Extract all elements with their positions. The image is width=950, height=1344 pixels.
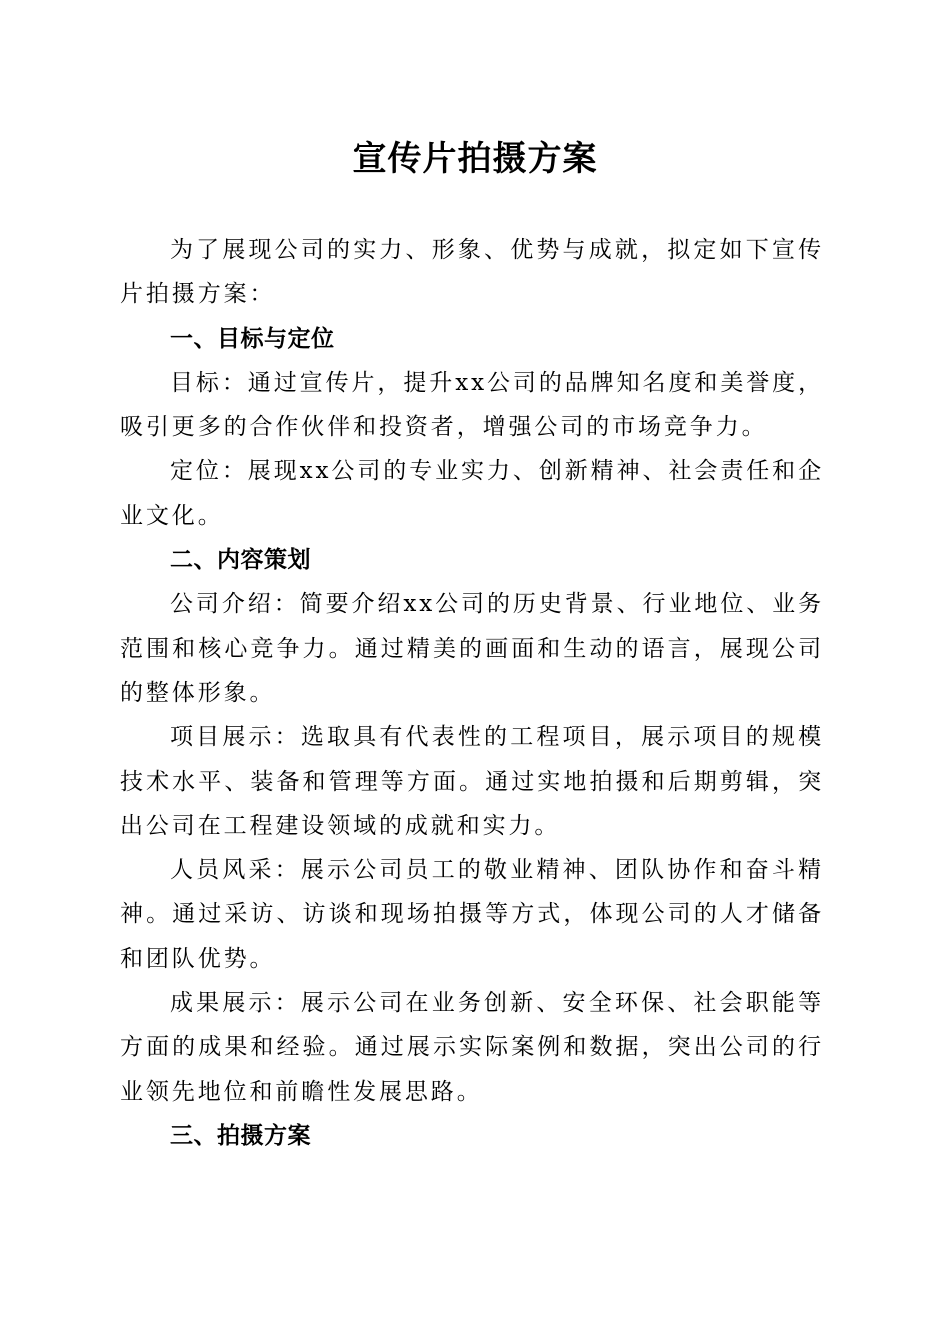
paragraph-goal: 目标：通过宣传片，提升xx公司的品牌知名度和美誉度，吸引更多的合作伙伴和投资者，增强公司的市场竞争力。 — [120, 369, 824, 441]
document-body — [120, 228, 824, 1158]
intro-paragraph: 为了展现公司的实力、形象、优势与成就，拟定如下宣传片拍摄方案： — [120, 237, 824, 308]
paragraph-positioning: 定位：展现xx公司的专业实力、创新精神、社会责任和企业文化。 — [120, 458, 824, 529]
page-title: 宣传片拍摄方案 — [352, 139, 598, 179]
section-heading-shooting-plan: 三、拍摄方案 — [170, 1122, 311, 1149]
paragraph-achievements: 成果展示：展示公司在业务创新、安全环保、社会职能等方面的成果和经验。通过展示实际案例和数据，突出公司的行业领先地位和前瞻性发展思路。 — [120, 990, 824, 1105]
paragraph-company-intro: 公司介绍：简要介绍xx公司的历史背景、行业地位、业务范围和核心竞争力。通过精美的画面和生动的语言，展现公司的整体形象。 — [120, 591, 824, 706]
section-heading-content: 二、内容策划 — [170, 547, 311, 574]
section-heading-goals: 一、目标与定位 — [170, 325, 335, 352]
paragraph-project-showcase: 项目展示：选取具有代表性的工程项目，展示项目的规模技术水平、装备和管理等方面。通过实地拍摄和后期剪辑，突出公司在工程建设领域的成就和实力。 — [120, 724, 824, 839]
paragraph-staff-style: 人员风采：展示公司员工的敬业精神、团队协作和奋斗精神。通过采访、访谈和现场拍摄等方式，体现公司的人才储备和团队优势。 — [120, 857, 824, 972]
